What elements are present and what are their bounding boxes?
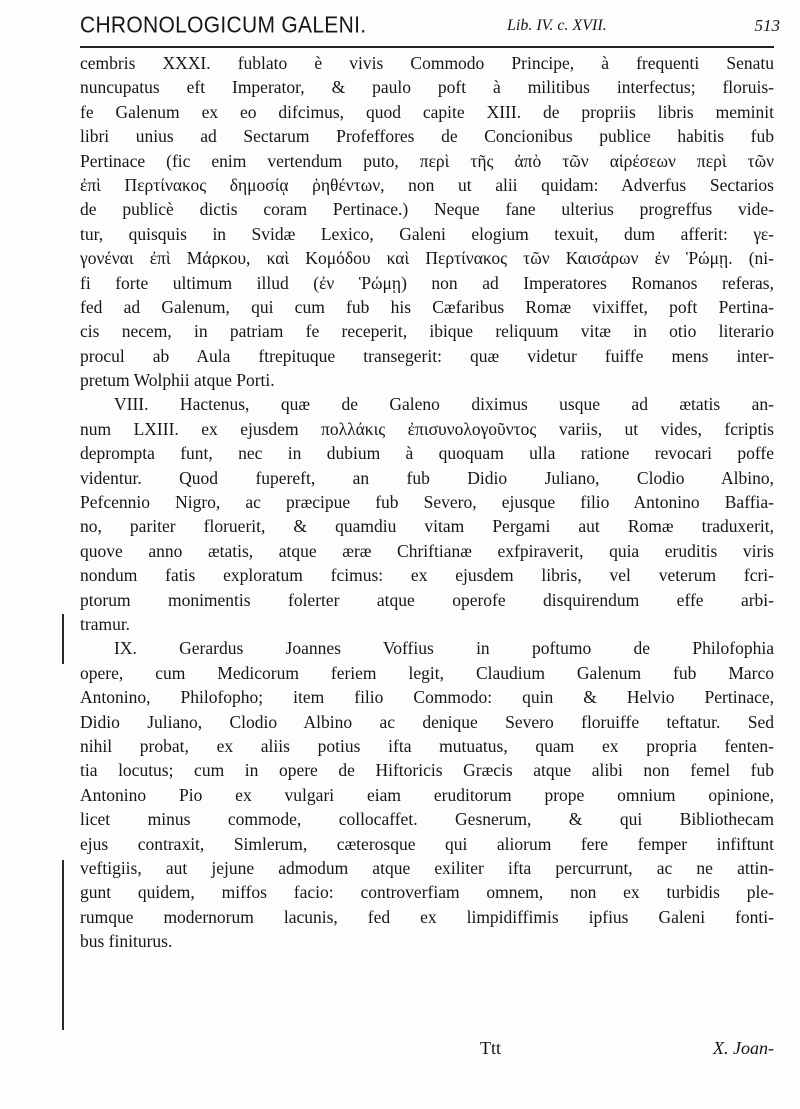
text-line: fi forte ultimum illud (ἐν Ῥώμῃ) non ad Imperatores Romanos referas, — [80, 272, 774, 293]
text-line: Pefcennio Nigro, ac præcipue fub Severo, ejusque filio Antonino Baffia- — [80, 492, 774, 513]
text-line: num LXIII. ex ejusdem πολλάκις ἐπισυνολογοῦντος variis, ut vides, fcriptis — [80, 418, 774, 439]
text-line: cembris XXXI. fublato è vivis Commodo Principe, à frequenti Senatu — [80, 53, 774, 73]
text-line: deprompta funt, nec in dubium à quoquam ulla ratione revocari poffe — [80, 443, 774, 464]
text-line: libri unius ad Sectarum Profeffores de Concionibus publice habitis fub — [80, 126, 774, 147]
text-line: tur, quisquis in Svidæ Lexico, Galeni elogium texuit, dum afferit: γε- — [80, 223, 774, 244]
text-line: IX. Gerardus Joannes Voffius in poftumo de Philofophia — [114, 638, 774, 659]
text-line: VIII. Hactenus, quæ de Galeno diximus usque ad ætatis an- — [114, 394, 774, 415]
text-line: no, pariter floruerit, & quamdiu vitam Pergami aut Romæ traduxerit, — [80, 516, 774, 537]
text-line: rumque modernorum lacunis, fed ex limpidiffimis ipfius Galeni fonti- — [80, 906, 774, 927]
text-line: ejus contraxit, Simlerum, cæterosque qui aliorum fere femper infiftunt — [80, 833, 774, 854]
text-line: Didio Juliano, Clodio Albino ac denique Severo floruiffe teftatur. Sed — [80, 711, 774, 732]
margin-mark — [62, 614, 64, 664]
text-line: gunt quidem, miffos facio: controverfiam omnem, non ex turbidis ple- — [80, 882, 774, 903]
text-line: ptorum monimentis folerter atque operofe disquirendum effe arbi- — [80, 589, 774, 610]
running-head-title: CHRONOLOGICUM GALENI. — [80, 13, 367, 38]
text-line: fed ad Galenum, qui cum fub his Cæfaribus Romæ vixiffet, poft Pertina- — [80, 296, 774, 317]
text-line: Antonino, Philofopho; item filio Commodo: quin & Helvio Pertinace, — [80, 687, 774, 708]
text-line: de publicè dictis coram Pertinace.) Neque fane ulterius progreffus vide- — [80, 199, 774, 220]
catchword: X. Joan- — [713, 1038, 774, 1058]
text-line: veftigiis, aut jejune admodum atque exiliter ifta percurrunt, ac ne attin- — [80, 857, 774, 878]
signature-mark: Ttt — [480, 1038, 501, 1058]
text-line: ἐπὶ Περτίνακος δημοσίᾳ ῥηθέντων, non ut alii quidam: Adverfus Sectarios — [80, 174, 774, 195]
text-line: tia locutus; cum in opere de Hiftoricis Græcis atque alibi non femel fub — [80, 760, 774, 781]
header-rule — [80, 46, 774, 48]
text-line: cis necem, in patriam fe receperit, ibique reliquum vitæ in otio literario — [80, 321, 774, 342]
running-head — [80, 8, 780, 42]
text-line: γονέναι ἐπὶ Μάρκου, καὶ Κομόδου καὶ Περτίνακος τῶν Καισάρων ἐν Ῥώμῃ. (ni- — [80, 248, 774, 269]
text-line: bus finiturus. — [80, 931, 173, 952]
text-line: quove anno ætatis, atque æræ Chriftianæ exfpiraverit, quia eruditis viris — [80, 540, 774, 561]
margin-mark — [62, 860, 64, 1030]
text-line: procul ab Aula ftrepituque transegerit: quæ videtur fuiffe mens inter- — [80, 345, 774, 366]
page-number: 513 — [754, 16, 780, 35]
text-line: pretum Wolphii atque Porti. — [80, 370, 275, 391]
text-line: licet minus commode, collocaffet. Gesnerum, & qui Bibliothecam — [80, 809, 774, 830]
text-line: opere, cum Medicorum feriem legit, Claudium Galenum fub Marco — [80, 662, 774, 683]
footer-line — [80, 1038, 774, 1064]
body-text — [80, 51, 780, 953]
text-line: nihil probat, ex aliis potius ifta mutuatus, quam ex propria fenten- — [80, 735, 774, 756]
text-line: tramur. — [80, 613, 131, 634]
text-line: fe Galenum ex eo difcimus, quod capite XIII. de propriis libris meminit — [80, 101, 774, 122]
text-line: nondum fatis exploratum fcimus: ex ejusdem libris, vel veterum fcri- — [80, 565, 774, 586]
book-chapter-reference: Lib. IV. c. XVII. — [507, 17, 607, 34]
text-line: nuncupatus eft Imperator, & paulo poft à militibus interfectus; floruis- — [80, 77, 774, 98]
text-line: videntur. Quod fupereft, an fub Didio Juliano, Clodio Albino, — [80, 467, 774, 488]
text-line: Pertinace (fic enim vertendum puto, περὶ τῆς ἀπὸ τῶν αἱρέσεων περὶ τῶν — [80, 150, 774, 171]
text-line: Antonino Pio ex vulgari eiam eruditorum prope omnium opinione, — [80, 784, 774, 805]
